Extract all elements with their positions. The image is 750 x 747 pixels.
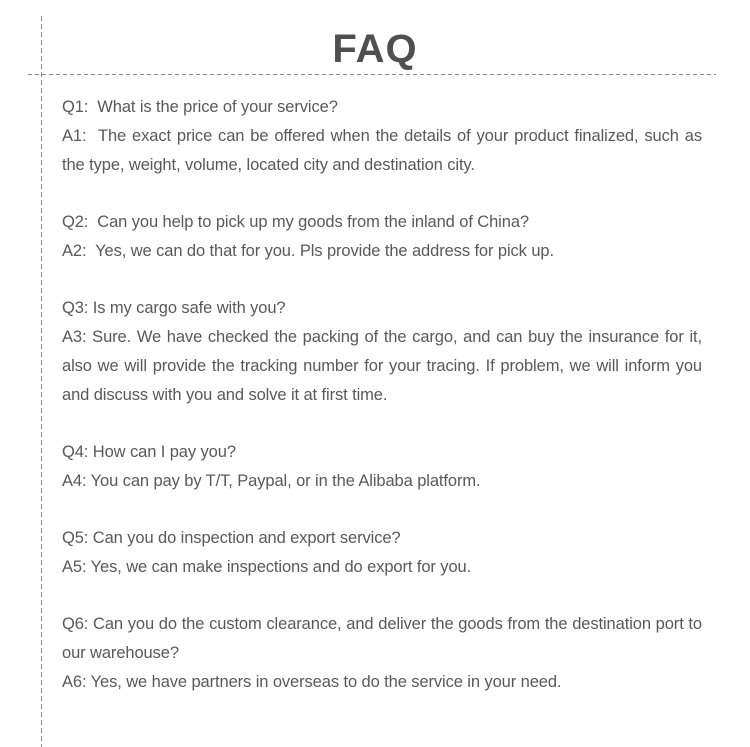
title-divider-dashed-line	[28, 74, 716, 75]
faq-item-4	[62, 438, 702, 496]
question-text-1: Q1: What is the price of your service?	[62, 98, 338, 116]
faq-item-3	[62, 294, 702, 410]
faq-item-5	[62, 524, 702, 582]
question-text-6: Q6: Can you do the custom clearance, and deliver the goods from the destination port to our warehouse?	[62, 615, 702, 662]
faq-list	[62, 93, 702, 697]
faq-item-1	[62, 93, 702, 180]
question-text-4: Q4: How can I pay you?	[62, 443, 236, 461]
faq-item-2	[62, 208, 702, 266]
page-title: FAQ	[332, 27, 418, 71]
question-text-2: Q2: Can you help to pick up my goods from the inland of China?	[62, 213, 529, 231]
answer-text-1: A1: The exact price can be offered when the details of your product finalized, such as the type, weight, volume, located city and destination city.	[62, 127, 702, 174]
question-text-5: Q5: Can you do inspection and export service?	[62, 529, 401, 547]
answer-text-6: A6: Yes, we have partners in overseas to do the service in your need.	[62, 673, 562, 691]
question-text-3: Q3: Is my cargo safe with you?	[62, 299, 286, 317]
faq-item-6	[62, 610, 702, 697]
answer-text-5: A5: Yes, we can make inspections and do export for you.	[62, 558, 472, 576]
left-dashed-guide-line	[41, 16, 42, 747]
answer-text-4: A4: You can pay by T/T, Paypal, or in the Alibaba platform.	[62, 472, 481, 490]
answer-text-3: A3: Sure. We have checked the packing of the cargo, and can buy the insurance for it, also we will provide the tracking number for your tracing. If problem, we will inform you and discuss with you and solve it at first time.	[62, 328, 702, 404]
answer-text-2: A2: Yes, we can do that for you. Pls provide the address for pick up.	[62, 242, 554, 260]
